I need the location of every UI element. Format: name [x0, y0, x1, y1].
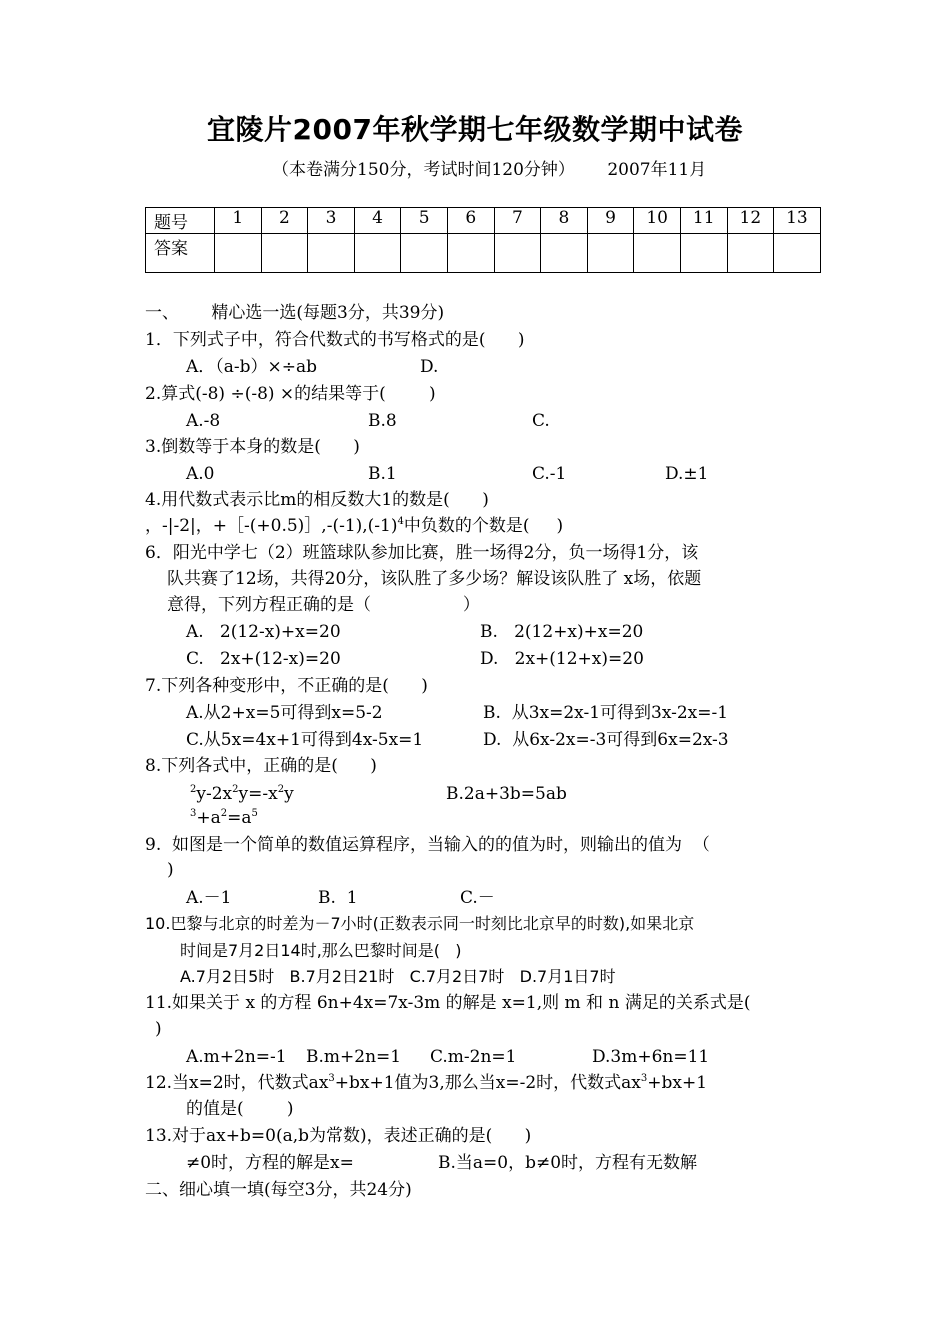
q12-text-2: +bx+1值为3,那么当x=-2时，代数式ax — [334, 1073, 641, 1093]
exam-title: 宜陵片2007年秋学期七年级数学期中试卷 — [207, 113, 743, 146]
question-number-cell: 13 — [774, 208, 821, 234]
q8-c-text-2: =a — [227, 808, 252, 828]
question-number-cell: 7 — [494, 208, 541, 234]
answer-table-header-row — [146, 208, 821, 234]
q3-option-c: C.-1 — [532, 464, 567, 484]
answer-cell[interactable] — [587, 234, 634, 273]
q8-stem: 8.下列各式中，正确的是( ) — [145, 756, 377, 776]
q11-option-d: D.3m+6n=11 — [592, 1047, 710, 1067]
q11-line-2: ) — [155, 1019, 162, 1039]
q2-option-c: C. — [532, 411, 550, 431]
q7-stem: 7.下列各种变形中，不正确的是( ) — [145, 676, 428, 696]
question-number-cell: 12 — [727, 208, 774, 234]
answer-cell[interactable] — [494, 234, 541, 273]
q7-option-b: B. 从3x=2x-1可得到3x-2x=-1 — [483, 703, 729, 723]
q7-option-a: A.从2+x=5可得到x=5-2 — [186, 703, 383, 723]
q12-text-3: +bx+1 — [647, 1073, 708, 1093]
q2-stem: 2.算式(-8) ÷(-8) ×的结果等于( ) — [145, 384, 436, 404]
answer-cell[interactable] — [774, 234, 821, 273]
q11-option-a: A.m+2n=-1 — [186, 1047, 287, 1067]
q11-option-c: C.m-2n=1 — [430, 1047, 517, 1067]
answer-table-answer-row — [146, 234, 821, 273]
exam-subtitle: （本卷满分150分，考试时间120分钟） 2007年11月 — [272, 160, 707, 180]
q10-line-2: 时间是7月2日14时,那么巴黎时间是( ) — [180, 941, 462, 960]
q6-option-d: D. 2x+(12+x)=20 — [480, 649, 644, 669]
q2-option-b: B.8 — [368, 411, 397, 431]
q8-a-sup-2: 2 — [232, 784, 239, 795]
q8-c-sup-2: 2 — [220, 808, 228, 819]
q5-text-post: 中负数的个数是( ) — [403, 516, 564, 536]
q10-options: A.7月2日5时 B.7月2日21时 C.7月2日7时 D.7月1日7时 — [180, 967, 616, 986]
section-2-heading: 二、细心填一填(每空3分，共24分) — [145, 1180, 412, 1200]
answer-cell[interactable] — [634, 234, 681, 273]
q13-stem: 13.对于ax+b=0(a,b为常数)，表述正确的是( ) — [145, 1126, 532, 1146]
answer-cell[interactable] — [215, 234, 262, 273]
question-number-cell: 6 — [447, 208, 494, 234]
q12-sup-1: 3 — [328, 1073, 335, 1084]
q12-sup-2: 3 — [640, 1073, 648, 1084]
q5-stem — [145, 516, 563, 536]
q1-stem: 1．下列式子中，符合代数式的书写格式的是( ) — [145, 330, 525, 350]
q8-option-c — [190, 808, 258, 828]
answer-cell[interactable] — [541, 234, 588, 273]
question-number-cell: 4 — [354, 208, 401, 234]
question-number-cell: 3 — [308, 208, 355, 234]
question-number-cell: 9 — [587, 208, 634, 234]
section-1-heading: 一、 精心选一选(每题3分，共39分) — [145, 303, 445, 323]
q1-option-d: D. — [420, 357, 439, 377]
q3-option-b: B.1 — [368, 464, 397, 484]
q7-option-d: D. 从6x-2x=-3可得到6x=2x-3 — [483, 730, 729, 750]
q1-option-a: A．（a-b）×÷ab — [186, 357, 318, 377]
q8-option-a — [190, 784, 294, 804]
answer-cell[interactable] — [680, 234, 727, 273]
q8-c-text-1: +a — [196, 808, 221, 828]
q6-option-b: B. 2(12+x)+x=20 — [480, 622, 644, 642]
q8-a-text-3: y — [284, 784, 294, 804]
q5-text-pre: ，-|-2|，+［-(+0.5)］,-(-1),(-1) — [145, 516, 398, 536]
q8-a-text-2: y=-x — [238, 784, 278, 804]
q3-option-d: D.±1 — [665, 464, 709, 484]
question-number-cell: 11 — [680, 208, 727, 234]
question-number-cell: 8 — [541, 208, 588, 234]
answer-cell[interactable] — [261, 234, 308, 273]
answer-cell[interactable] — [308, 234, 355, 273]
q12-text-1: 12.当x=2时，代数式ax — [145, 1073, 329, 1093]
q8-a-sup-3: 2 — [277, 784, 285, 795]
q9-line-2: ) — [167, 860, 174, 880]
q13-option-a: ≠0时，方程的解是x= — [186, 1153, 354, 1173]
q10-line-1: 10.巴黎与北京的时差为－7小时(正数表示同一时刻比北京早的时数),如果北京 — [145, 914, 695, 933]
q2-option-a: A.-8 — [186, 411, 221, 431]
q8-c-sup-3: 5 — [251, 808, 258, 819]
q6-line-2: 队共赛了12场，共得20分，该队胜了多少场？解设该队胜了 x场，依题 — [167, 569, 702, 589]
q6-option-a: A. 2(12-x)+x=20 — [186, 622, 341, 642]
q9-option-b: B. 1 — [318, 888, 358, 908]
q11-option-b: B.m+2n=1 — [306, 1047, 402, 1067]
q12-line-1 — [145, 1073, 707, 1093]
q5-exponent: 4 — [397, 516, 404, 527]
question-number-cell: 2 — [261, 208, 308, 234]
q13-option-b: B.当a=0，b≠0时，方程有无数解 — [438, 1153, 698, 1173]
q6-line-1: 6．阳光中学七（2）班篮球队参加比赛，胜一场得2分，负一场得1分，该 — [145, 543, 699, 563]
q6-option-c: C. 2x+(12-x)=20 — [186, 649, 341, 669]
q9-line-1: 9. 如图是一个简单的数值运算程序，当输入的的值为时，则输出的值为 （ — [145, 835, 710, 855]
question-number-cell: 1 — [215, 208, 262, 234]
question-number-cell: 5 — [401, 208, 448, 234]
question-number-label: 题号 — [146, 208, 215, 234]
q8-a-text-1: y-2x — [196, 784, 233, 804]
q8-option-b: B.2a+3b=5ab — [446, 784, 567, 804]
q3-stem: 3.倒数等于本身的数是( ) — [145, 437, 360, 457]
answer-table — [145, 207, 821, 273]
q3-option-a: A.0 — [186, 464, 215, 484]
q4-stem: 4.用代数式表示比m的相反数大1的数是( ) — [145, 490, 489, 510]
question-number-cell: 10 — [634, 208, 681, 234]
answer-cell[interactable] — [727, 234, 774, 273]
q9-option-c: C.－ — [460, 888, 495, 908]
q8-a-sup-1: 2 — [190, 784, 197, 795]
q7-option-c: C.从5x=4x+1可得到4x-5x=1 — [186, 730, 424, 750]
answer-cell[interactable] — [401, 234, 448, 273]
q12-line-2: 的值是( ) — [186, 1099, 294, 1119]
q8-c-sup-1: 3 — [190, 808, 197, 819]
q9-option-a: A.－1 — [186, 888, 232, 908]
q11-line-1: 11.如果关于 x 的方程 6n+4x=7x-3m 的解是 x=1,则 m 和 n 满足的关系式是( — [145, 993, 751, 1013]
answer-cell[interactable] — [447, 234, 494, 273]
answer-cell[interactable] — [354, 234, 401, 273]
q6-line-3: 意得，下列方程正确的是（ ） — [167, 595, 480, 615]
answer-label: 答案 — [146, 234, 215, 273]
